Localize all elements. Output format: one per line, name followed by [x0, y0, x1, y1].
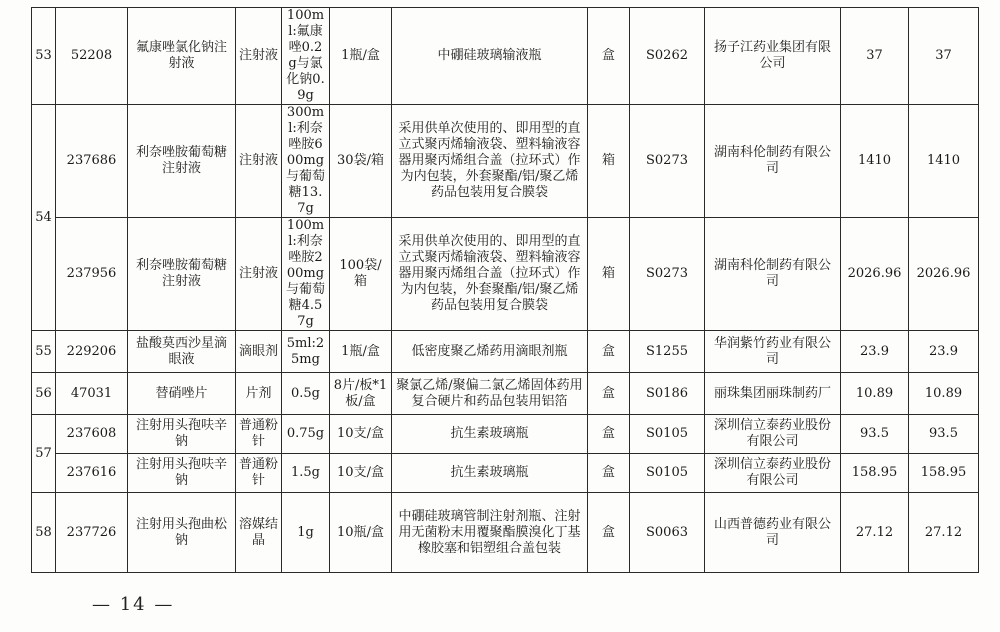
price-value: 27.12 — [909, 493, 979, 573]
manufacturer: 华润紫竹药业有限公司 — [705, 331, 841, 373]
page-number: — 14 — — [92, 594, 175, 615]
packaging-material: 低密度聚乙烯药用滴眼剂瓶 — [392, 331, 588, 373]
row-number: 57 — [32, 415, 56, 493]
price-value: 2026.96 — [909, 218, 979, 331]
drug-spec: 0.5g — [282, 373, 330, 415]
price-value: 158.95 — [909, 454, 979, 493]
drug-code: 47031 — [56, 373, 128, 415]
manufacturer: 深圳信立泰药业股份有限公司 — [705, 454, 841, 493]
catalog-code: S0273 — [630, 105, 705, 218]
drug-spec: 1g — [282, 493, 330, 573]
drug-code: 237608 — [56, 415, 128, 454]
row-number: 55 — [32, 331, 56, 373]
drug-code: 237616 — [56, 454, 128, 493]
package-unit: 盒 — [588, 373, 630, 415]
price-value: 93.5 — [841, 415, 909, 454]
drug-name: 利奈唑胺葡萄糖注射液 — [128, 218, 236, 331]
table-row — [32, 8, 979, 105]
drug-name: 替硝唑片 — [128, 373, 236, 415]
dosage-form: 滴眼剂 — [236, 331, 282, 373]
package-unit: 盒 — [588, 493, 630, 573]
dosage-form: 片剂 — [236, 373, 282, 415]
drug-name: 盐酸莫西沙星滴眼液 — [128, 331, 236, 373]
manufacturer: 深圳信立泰药业股份有限公司 — [705, 415, 841, 454]
manufacturer: 山西普德药业有限公司 — [705, 493, 841, 573]
package-quantity: 1瓶/盒 — [330, 8, 392, 105]
price-value: 23.9 — [841, 331, 909, 373]
drug-code: 237726 — [56, 493, 128, 573]
drug-spec: 100ml:氟康唑0.2g与氯化钠0.9g — [282, 8, 330, 105]
price-value: 158.95 — [841, 454, 909, 493]
catalog-code: S0105 — [630, 454, 705, 493]
package-unit: 盒 — [588, 415, 630, 454]
price-value: 37 — [909, 8, 979, 105]
dosage-form: 溶媒结晶 — [236, 493, 282, 573]
dosage-form: 注射液 — [236, 8, 282, 105]
table-row — [32, 218, 979, 331]
row-number: 58 — [32, 493, 56, 573]
dosage-form: 注射液 — [236, 218, 282, 331]
package-unit: 盒 — [588, 8, 630, 105]
catalog-code: S1255 — [630, 331, 705, 373]
price-value: 93.5 — [909, 415, 979, 454]
table-row — [32, 454, 979, 493]
catalog-code: S0273 — [630, 218, 705, 331]
packaging-material: 抗生素玻璃瓶 — [392, 454, 588, 493]
drug-name: 注射用头孢曲松钠 — [128, 493, 236, 573]
drug-spec: 5ml:25mg — [282, 331, 330, 373]
price-value: 1410 — [909, 105, 979, 218]
drug-name: 氟康唑氯化钠注射液 — [128, 8, 236, 105]
package-unit: 箱 — [588, 218, 630, 331]
table-row — [32, 105, 979, 218]
drug-name: 注射用头孢呋辛钠 — [128, 415, 236, 454]
drug-code: 52208 — [56, 8, 128, 105]
price-value: 2026.96 — [841, 218, 909, 331]
package-unit: 盒 — [588, 454, 630, 493]
package-quantity: 100袋/箱 — [330, 218, 392, 331]
drug-name: 注射用头孢呋辛钠 — [128, 454, 236, 493]
drug-spec: 100ml:利奈唑胺200mg与葡萄糖4.57g — [282, 218, 330, 331]
price-value: 37 — [841, 8, 909, 105]
manufacturer: 湖南科伦制药有限公司 — [705, 105, 841, 218]
drug-name: 利奈唑胺葡萄糖注射液 — [128, 105, 236, 218]
manufacturer: 丽珠集团丽珠制药厂 — [705, 373, 841, 415]
package-quantity: 1瓶/盒 — [330, 331, 392, 373]
packaging-material: 采用供单次使用的、即用型的直立式聚丙烯输液袋、塑料输液容器用聚丙烯组合盖（拉环式）作为内包装，外套聚酯/铝/聚乙烯药品包装用复合膜袋 — [392, 105, 588, 218]
manufacturer: 扬子江药业集团有限公司 — [705, 8, 841, 105]
drug-code: 237956 — [56, 218, 128, 331]
packaging-material: 聚氯乙烯/聚偏二氯乙烯固体药用复合硬片和药品包装用铝箔 — [392, 373, 588, 415]
packaging-material: 抗生素玻璃瓶 — [392, 415, 588, 454]
table-row — [32, 493, 979, 573]
packaging-material: 采用供单次使用的、即用型的直立式聚丙烯输液袋、塑料输液容器用聚丙烯组合盖（拉环式）作为内包装，外套聚酯/铝/聚乙烯药品包装用复合膜袋 — [392, 218, 588, 331]
package-quantity: 10瓶/盒 — [330, 493, 392, 573]
drug-code: 229206 — [56, 331, 128, 373]
price-value: 1410 — [841, 105, 909, 218]
table-row — [32, 415, 979, 454]
catalog-code: S0186 — [630, 373, 705, 415]
table-row — [32, 331, 979, 373]
catalog-code: S0105 — [630, 415, 705, 454]
row-number: 54 — [32, 105, 56, 331]
row-number: 53 — [32, 8, 56, 105]
package-quantity: 10支/盒 — [330, 415, 392, 454]
drug-spec: 1.5g — [282, 454, 330, 493]
catalog-code: S0262 — [630, 8, 705, 105]
drug-spec: 300ml:利奈唑胺600mg与葡萄糖13.7g — [282, 105, 330, 218]
dosage-form: 普通粉针 — [236, 415, 282, 454]
table-row — [32, 373, 979, 415]
packaging-material: 中硼硅玻璃管制注射剂瓶、注射用无菌粉末用覆聚酯膜溴化丁基橡胶塞和铝塑组合盖包装 — [392, 493, 588, 573]
package-quantity: 30袋/箱 — [330, 105, 392, 218]
package-quantity: 8片/板*1板/盒 — [330, 373, 392, 415]
package-unit: 盒 — [588, 331, 630, 373]
price-value: 10.89 — [841, 373, 909, 415]
drug-code: 237686 — [56, 105, 128, 218]
price-value: 27.12 — [841, 493, 909, 573]
drug-price-table — [31, 7, 979, 573]
dosage-form: 注射液 — [236, 105, 282, 218]
manufacturer: 湖南科伦制药有限公司 — [705, 218, 841, 331]
package-unit: 箱 — [588, 105, 630, 218]
packaging-material: 中硼硅玻璃输液瓶 — [392, 8, 588, 105]
price-value: 10.89 — [909, 373, 979, 415]
drug-spec: 0.75g — [282, 415, 330, 454]
price-value: 23.9 — [909, 331, 979, 373]
catalog-code: S0063 — [630, 493, 705, 573]
row-number: 56 — [32, 373, 56, 415]
package-quantity: 10支/盒 — [330, 454, 392, 493]
dosage-form: 普通粉针 — [236, 454, 282, 493]
